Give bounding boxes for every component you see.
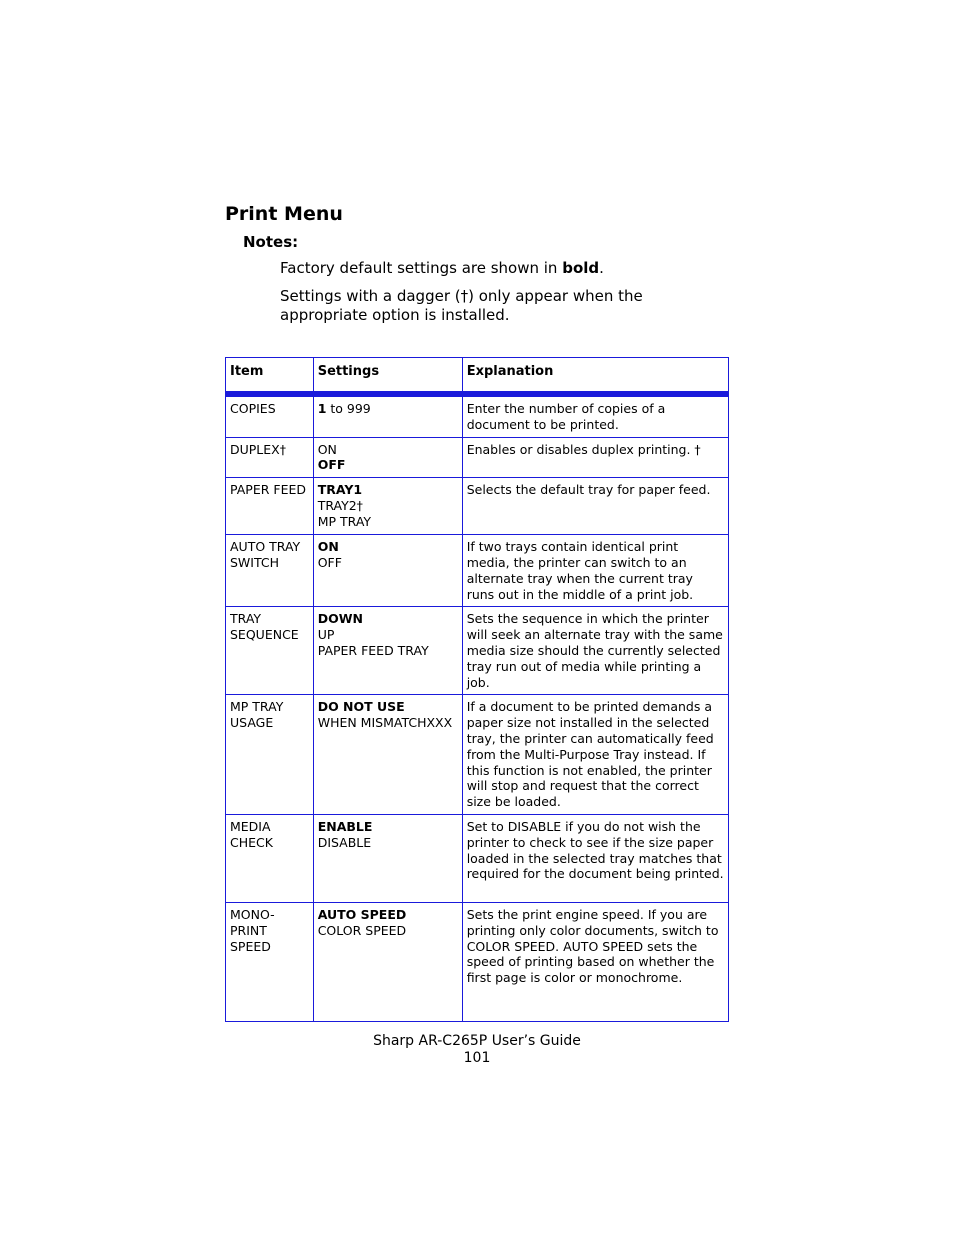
cell-item: MEDIA CHECK — [226, 814, 314, 902]
table-header-row — [226, 358, 729, 395]
setting-default: OFF — [317, 457, 346, 473]
table-row — [226, 478, 729, 535]
cell-item: MONO-PRINT SPEED — [226, 902, 314, 1021]
header-item: Item — [226, 358, 314, 395]
cell-explanation: Enter the number of copies of a document to be printed. — [462, 394, 728, 437]
setting-option — [318, 611, 458, 627]
cell-settings — [313, 607, 462, 695]
setting-value: ON — [317, 441, 337, 457]
setting-default: DO NOT USE — [317, 699, 405, 715]
note-defaults-prefix: Factory default settings are shown in — [280, 259, 563, 277]
page-number: 101 — [463, 1050, 491, 1066]
setting-value: COLOR SPEED — [317, 922, 407, 938]
setting-range: to 999 — [326, 401, 371, 416]
setting-option — [318, 643, 458, 659]
setting-option — [318, 715, 458, 731]
setting-default: 1 — [317, 401, 327, 416]
cell-explanation: If a document to be printed demands a paper size not installed in the selected tray, the printer can automatically feed from the Multi-Purpose Tray instead. If this function is not enabled, the printer will stop and request that the correct size be loaded. — [462, 695, 728, 815]
setting-option — [318, 923, 458, 939]
setting-option — [318, 539, 458, 555]
setting-default: ENABLE — [317, 818, 373, 834]
setting-value: UP — [317, 627, 335, 643]
setting-option — [318, 498, 458, 514]
cell-settings — [313, 535, 462, 607]
cell-explanation: Enables or disables duplex printing. † — [462, 437, 728, 478]
table-row — [226, 814, 729, 902]
setting-option — [318, 401, 458, 417]
cell-explanation: Set to DISABLE if you do not wish the printer to check to see if the size paper loaded in the selected tray matches that required for the document being printed. — [462, 814, 728, 902]
table-row — [226, 535, 729, 607]
setting-value: PAPER FEED TRAY — [317, 642, 429, 658]
table-body — [226, 394, 729, 1021]
cell-item: DUPLEX† — [226, 437, 314, 478]
header-explanation: Explanation — [462, 358, 728, 395]
setting-default: TRAY1 — [317, 482, 363, 498]
setting-option — [318, 627, 458, 643]
setting-default: ON — [317, 539, 339, 555]
notes-label: Notes: — [243, 233, 299, 251]
setting-option — [318, 555, 458, 571]
setting-value: OFF — [317, 554, 342, 570]
setting-option — [318, 699, 458, 715]
setting-option — [318, 457, 458, 473]
note-defaults-bold: bold — [562, 259, 600, 277]
cell-settings — [313, 394, 462, 437]
setting-option — [318, 819, 458, 835]
setting-value: MP TRAY — [317, 513, 372, 529]
setting-default: AUTO SPEED — [317, 906, 407, 922]
cell-settings — [313, 437, 462, 478]
table-row — [226, 607, 729, 695]
cell-settings — [313, 814, 462, 902]
cell-settings — [313, 695, 462, 815]
table-row — [226, 902, 729, 1021]
note-defaults-suffix: . — [599, 259, 604, 277]
setting-default: DOWN — [317, 611, 363, 627]
setting-value: WHEN MISMATCHXXX — [317, 715, 453, 731]
cell-item: TRAY SEQUENCE — [226, 607, 314, 695]
cell-explanation: Sets the sequence in which the printer will seek an alternate tray with the same media size should the currently selected tray run out of media while printing a job. — [462, 607, 728, 695]
table-row — [226, 394, 729, 437]
header-settings: Settings — [313, 358, 462, 395]
note-defaults — [280, 259, 604, 278]
cell-item: MP TRAY USAGE — [226, 695, 314, 815]
setting-option — [318, 907, 458, 923]
table-row — [226, 695, 729, 815]
table-row — [226, 437, 729, 478]
setting-option — [318, 482, 458, 498]
cell-settings — [313, 902, 462, 1021]
cell-explanation: Selects the default tray for paper feed. — [462, 478, 728, 535]
setting-option — [318, 442, 458, 458]
footer-guide-title: Sharp AR-C265P User’s Guide — [373, 1033, 581, 1049]
setting-value: DISABLE — [317, 834, 372, 850]
cell-explanation: If two trays contain identical print media, the printer can switch to an alternate tray when the current tray runs out in the middle of a print job. — [462, 535, 728, 607]
cell-settings — [313, 478, 462, 535]
cell-explanation: Sets the print engine speed. If you are printing only color documents, switch to COLOR SPEED. AUTO SPEED sets the speed of printing based on whether the first page is color or monochrome. — [462, 902, 728, 1021]
setting-option — [318, 514, 458, 530]
print-menu-table — [225, 357, 729, 1022]
setting-value: TRAY2† — [317, 497, 363, 513]
page-title: Print Menu — [225, 203, 343, 225]
cell-item: AUTO TRAY SWITCH — [226, 535, 314, 607]
cell-item: PAPER FEED — [226, 478, 314, 535]
note-dagger: Settings with a dagger (†) only appear when the appropriate option is installed. — [280, 287, 643, 324]
cell-item: COPIES — [226, 394, 314, 437]
setting-option — [318, 835, 458, 851]
